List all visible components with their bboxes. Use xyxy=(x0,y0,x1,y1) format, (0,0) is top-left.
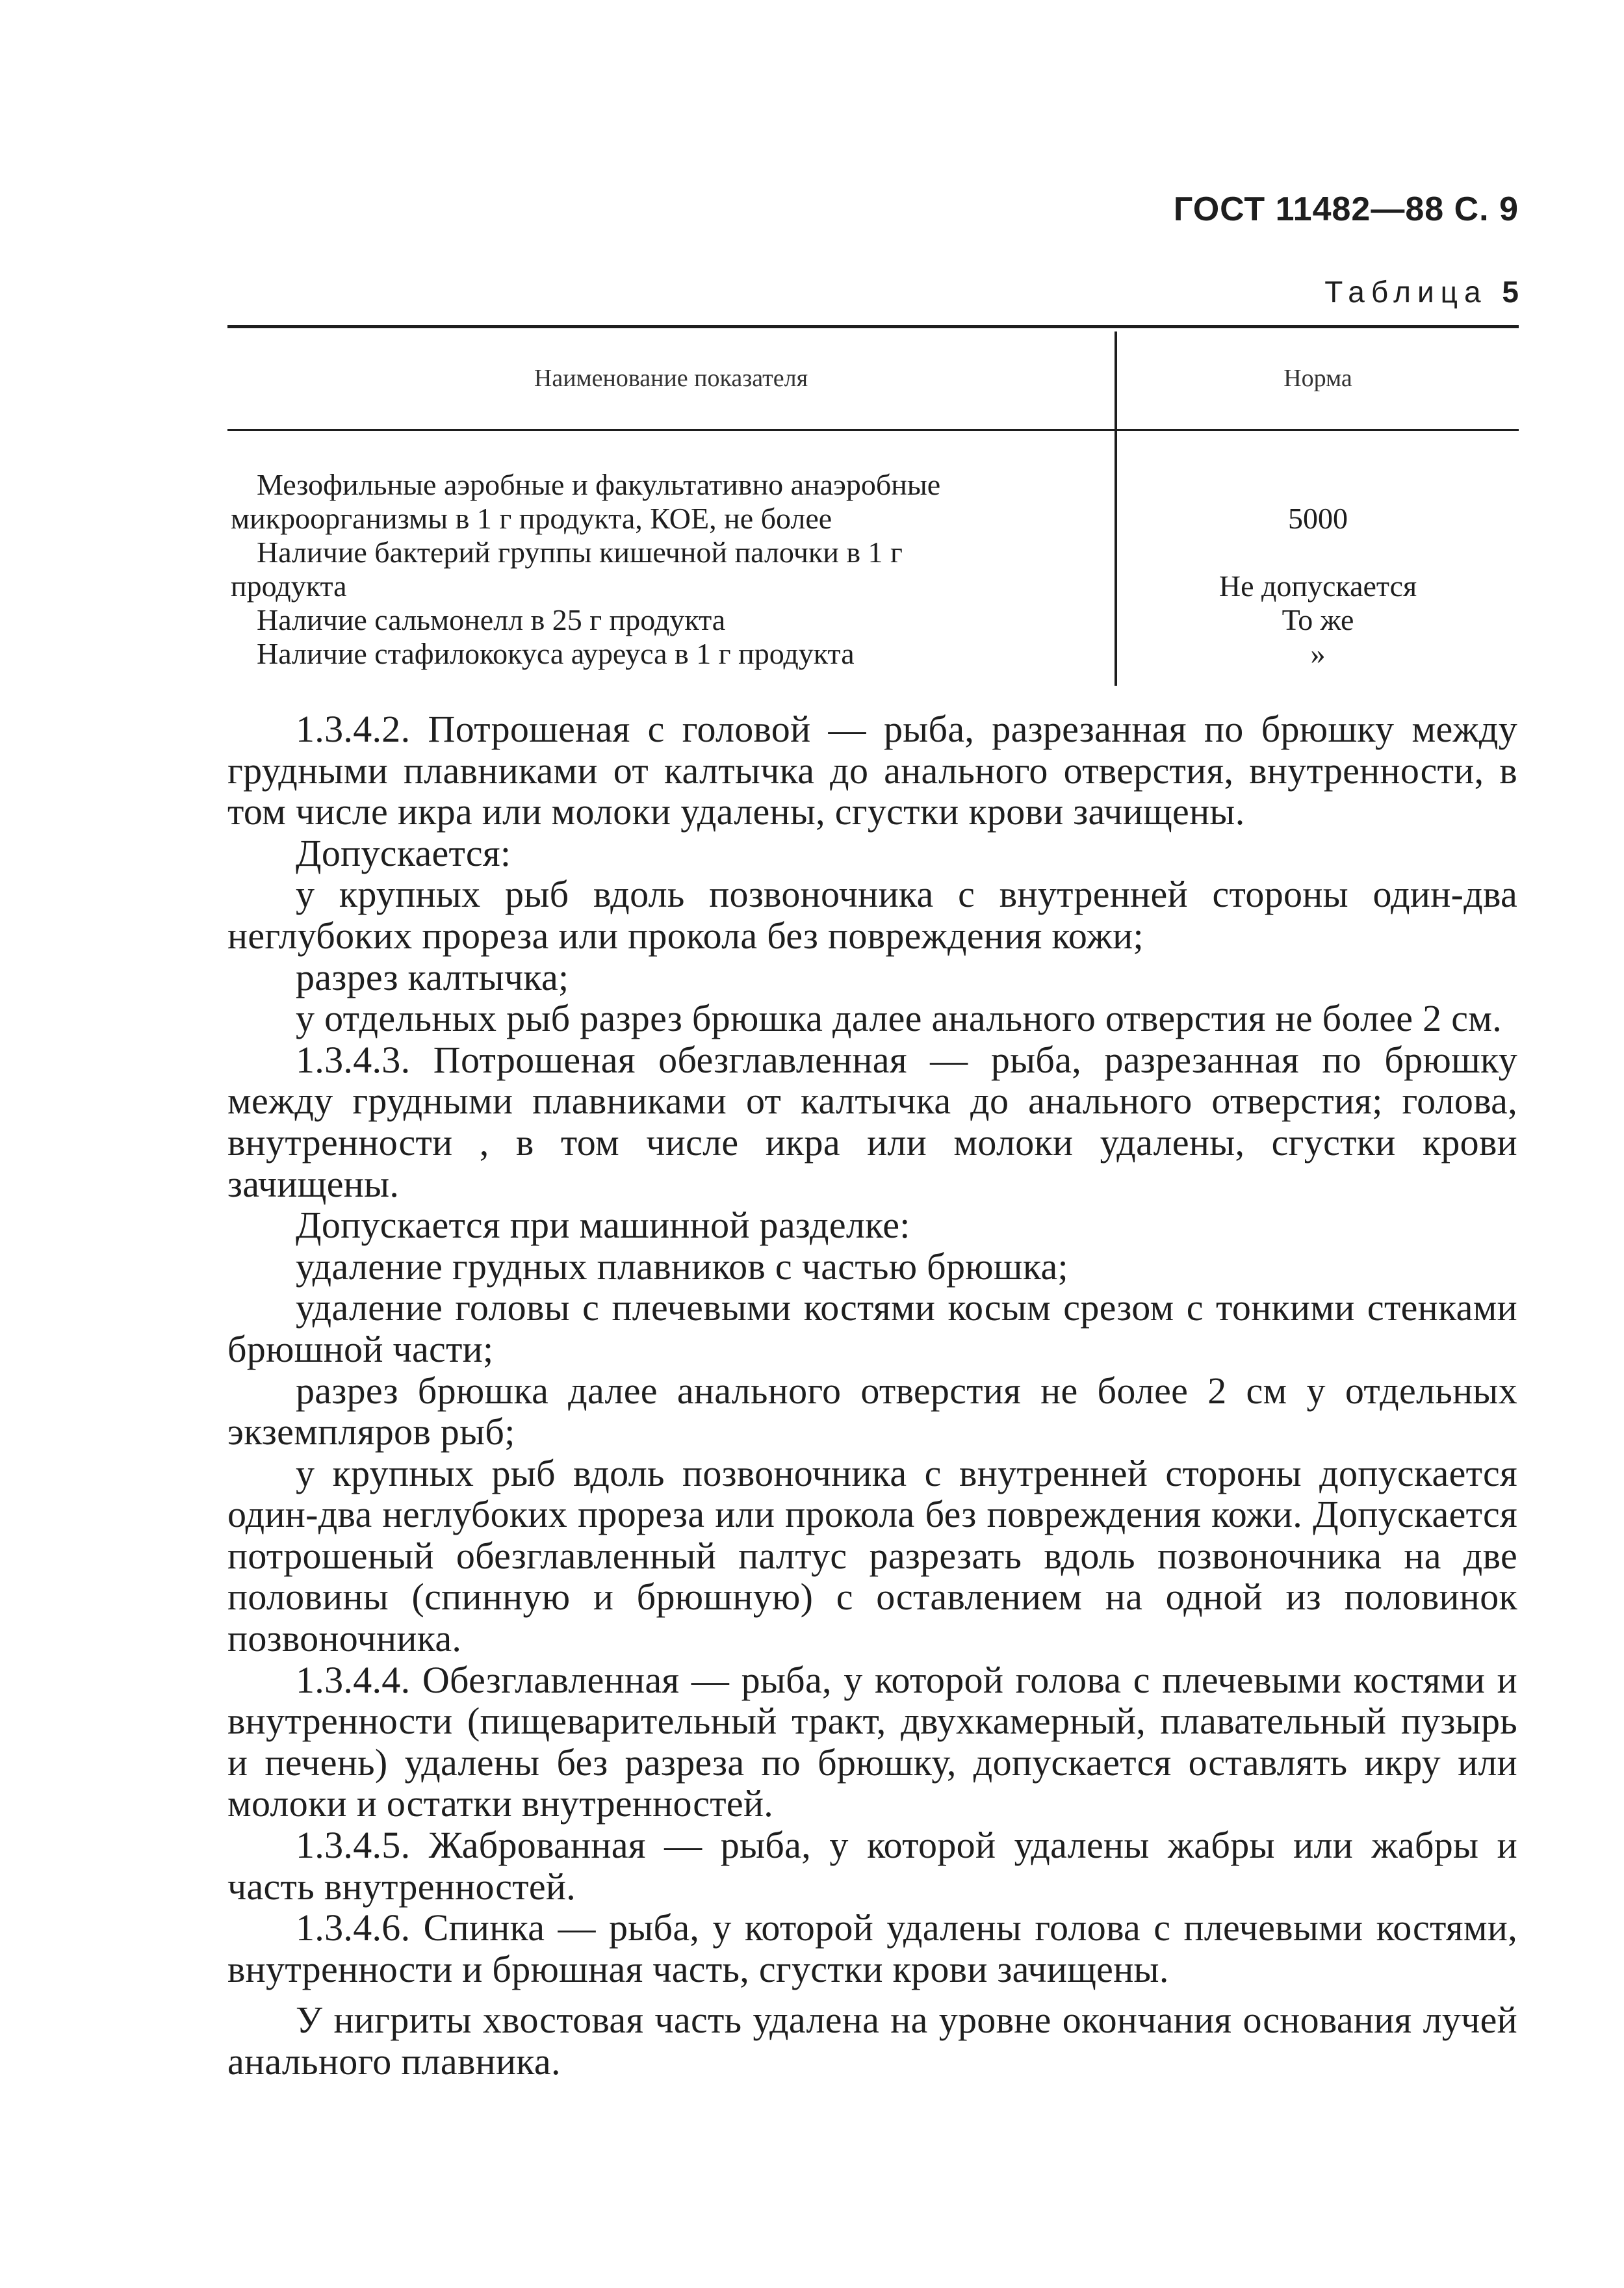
paragraph: у крупных рыб вдоль позвоночника с внутренней стороны один-два неглубоких прореза или прокола без повреждения кожи; xyxy=(227,873,1517,957)
page-header: ГОСТ 11482—88 С. 9 xyxy=(1173,190,1519,228)
row-name-line2: микроорганизмы в 1 г продукта, КОЕ, не более xyxy=(231,502,832,535)
row-name-line1: Наличие сальмонелл в 25 г продукта xyxy=(257,603,726,636)
table-row-name xyxy=(231,536,1111,603)
column-header-name: Наименование показателя xyxy=(534,365,808,392)
paragraph: удаление головы с плечевыми костями косым срезом с тонкими стенками брюшной части; xyxy=(227,1286,1517,1370)
column-header-norm: Норма xyxy=(1283,365,1352,392)
table-header-rule xyxy=(227,429,1519,431)
paragraph: Допускается: xyxy=(296,831,511,874)
table-row-norm: » xyxy=(1310,637,1326,670)
row-name-line1: Наличие бактерий группы кишечной палочки в 1 г xyxy=(257,536,903,569)
paragraph: у отдельных рыб разрез брюшка далее анального отверстия не более 2 см. xyxy=(296,997,1502,1040)
paragraph: у крупных рыб вдоль позвоночника с внутренней стороны допускается один-два неглубоких прореза или прокола без повреждения кожи. Допускается потрошеный обезглавленный палтус разрезать вдоль позвоночника на две половины (спинную и брюшную) с оставлением на одной из половинок позвоночника. xyxy=(227,1451,1517,1660)
table-label-number: 5 xyxy=(1502,275,1519,309)
row-name-line1: Наличие стафилококуса ауреуса в 1 г продукта xyxy=(257,637,855,670)
paragraph: 1.3.4.5. Жаброванная — рыба, у которой удалены жабры или жабры и часть внутренностей. xyxy=(227,1824,1517,1908)
paragraph: 1.3.4.2. Потрошеная с головой — рыба, разрезанная по брюшку между грудными плавниками от калтычка до анального отверстия, внутренности, в том числе икра или молоки удалены, сгустки крови зачищены. xyxy=(227,708,1517,833)
table-top-rule xyxy=(227,325,1519,328)
paragraph: удаление грудных плавников с частью брюшка; xyxy=(296,1245,1068,1288)
table-row-name xyxy=(231,468,1111,536)
row-name-line1: Мезофильные аэробные и факультативно анаэробные xyxy=(257,468,941,501)
table-row-name xyxy=(231,603,1111,637)
table-row-norm: 5000 xyxy=(1288,502,1348,535)
table-row-norm: То же xyxy=(1282,603,1354,636)
table-label-word: Таблица xyxy=(1324,275,1488,309)
paragraph: Допускается при машинной разделке: xyxy=(296,1204,910,1247)
table-row-norm: Не допускается xyxy=(1218,569,1417,603)
paragraph: разрез брюшка далее анального отверстия не более 2 см у отдельных экземпляров рыб; xyxy=(227,1369,1517,1453)
row-name-line2: продукта xyxy=(231,569,347,603)
paragraph: разрез калтычка; xyxy=(296,956,569,998)
paragraph: 1.3.4.6. Спинка — рыба, у которой удалены голова с плечевыми костями, внутренности и брюшная часть, сгустки крови зачищены. xyxy=(227,1906,1517,1990)
table-label xyxy=(1324,274,1519,309)
paragraph: У нигриты хвостовая часть удалена на уровне окончания основания лучей анального плавника. xyxy=(227,1999,1517,2083)
paragraph: 1.3.4.4. Обезглавленная — рыба, у которой голова с плечевыми костями и внутренности (пищеварительный тракт, двухкамерный, плавательный пузырь и печень) удалены без разреза по брюшку, допускается оставлять икру или молоки и остатки внутренностей. xyxy=(227,1658,1517,1825)
table-row-name xyxy=(231,637,1111,671)
paragraph: 1.3.4.3. Потрошеная обезглавленная — рыба, разрезанная по брюшку между грудными плавниками от калтычка до анального отверстия; голова, внутренности , в том числе икра или молоки удалены, сгустки крови зачищены. xyxy=(227,1038,1517,1205)
body-text xyxy=(227,708,1517,2083)
